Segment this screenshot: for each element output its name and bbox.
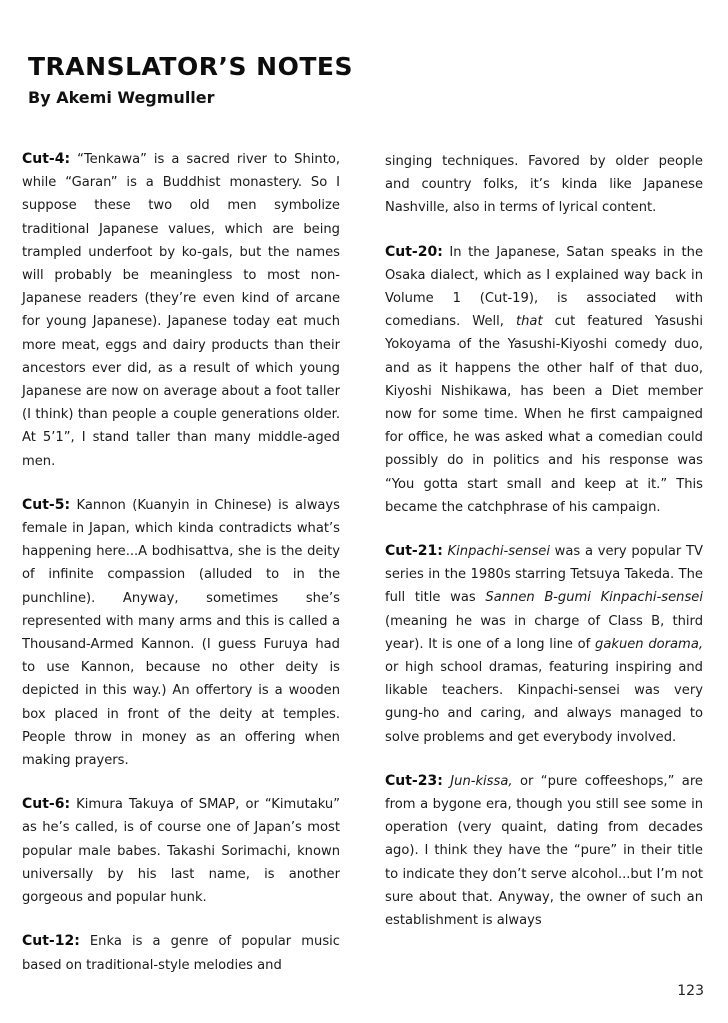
note-label: Cut-5: [22, 496, 71, 513]
note-italic-text: that [516, 314, 543, 330]
note-text: cut featured Yasushi Yokoyama of the Yasushi-Kiyoshi comedy duo, and as it happens the other half of that duo, Kiyoshi Nishikawa, has been a Diet member now for some time. When he first campaigned for office, he was asked what a comedian could possibly do in politics and his response was “You gotta start small and keep at it.” This became the catchphrase of his campaign. [385, 314, 703, 515]
note-text: Enka is a genre of popular music based on traditional-style melodies and [22, 934, 340, 973]
note-label: Cut-6: [22, 796, 71, 813]
note-text: Kimura Takuya of SMAP, or “Kimutaku” as he’s called, is of course one of Japan’s most popular male babes. Takashi Sorimachi, known universally by his last name, is another gorgeous and popular hunk. [22, 797, 340, 906]
note-paragraph [22, 494, 340, 772]
note-text: In the Japanese, Satan speaks in the Osaka dialect, which as I explained way back in Volume 1 (Cut-19), is associated with comedians. Well, [385, 244, 703, 330]
note-label: Cut-12: [22, 933, 80, 950]
note-paragraph [385, 150, 703, 220]
note-text: Kannon (Kuanyin in Chinese) is always female in Japan, which kinda contradicts what’s happening here...A bodhisattva, she is the deity of infinite compassion (alluded to in the punchline). Anyway, sometimes she’s represented with many arms and this is called a Thousand-Armed Kannon. (I guess Furuya had to use Kannon, because no other deity is depicted in this way.) An offertory is a wooden box placed in front of the deity at temples. People throw in money as an offering when making prayers. [22, 497, 340, 769]
page-number: 123 [677, 983, 704, 999]
author-byline: By Akemi Wegmuller [28, 88, 215, 107]
note-label: Cut-23: [385, 772, 443, 789]
note-paragraph [385, 540, 703, 749]
note-paragraph [22, 793, 340, 909]
page-title: TRANSLATOR’S NOTES [28, 52, 353, 81]
left-column [22, 148, 340, 977]
note-text: or “pure coffeeshops,” are from a bygone era, though you still see some in operation (very quaint, dating from decades ago). I think they have the “pure” in their title to indicate they don’t serve alcohol...but I’m not sure about that. Anyway, the owner of such an establishment is always [385, 773, 703, 929]
note-paragraph [22, 148, 340, 473]
note-paragraph [385, 770, 703, 932]
note-label: Cut-21: [385, 543, 443, 560]
note-italic-text: Kinpachi-sensei [447, 544, 550, 560]
note-text: singing techniques. Favored by older people and country folks, it’s kinda like Japanese Nashville, also in terms of lyrical content. [385, 154, 703, 216]
note-paragraph [385, 241, 703, 519]
note-label: Cut-4: [22, 151, 71, 167]
note-text: (meaning he was in charge of Class B, third year). It is one of a long line of [385, 613, 703, 652]
note-paragraph [22, 930, 340, 976]
note-italic-text: Jun-kissa, [450, 773, 513, 789]
note-label: Cut-20: [385, 243, 443, 260]
note-text: or high school dramas, featuring inspiring and likable teachers. Kinpachi-sensei was very gung-ho and caring, and always managed to solve problems and get everybody involved. [385, 660, 703, 745]
note-italic-text: Sannen B-gumi Kinpachi-sensei [485, 590, 703, 606]
note-text: was a very popular TV series in the 1980s starring Tetsuya Takeda. The full title was [385, 544, 703, 606]
note-italic-text: gakuen dorama, [595, 636, 704, 652]
right-column [385, 150, 703, 932]
note-text: “Tenkawa” is a sacred river to Shinto, while “Garan” is a Buddhist monastery. So I suppose these two old men symbolize traditional Japanese values, which are being trampled underfoot by ko-gals, but the names will probably be meaningless to most non-Japanese readers (they’re even kind of arcane for young Japanese). Japanese today eat much more meat, eggs and dairy products than their ancestors ever did, as a result of which young Japanese are now on average about a foot taller (I think) than people a couple generations older. At 5’1”, I stand taller than many middle-aged men. [22, 152, 340, 469]
